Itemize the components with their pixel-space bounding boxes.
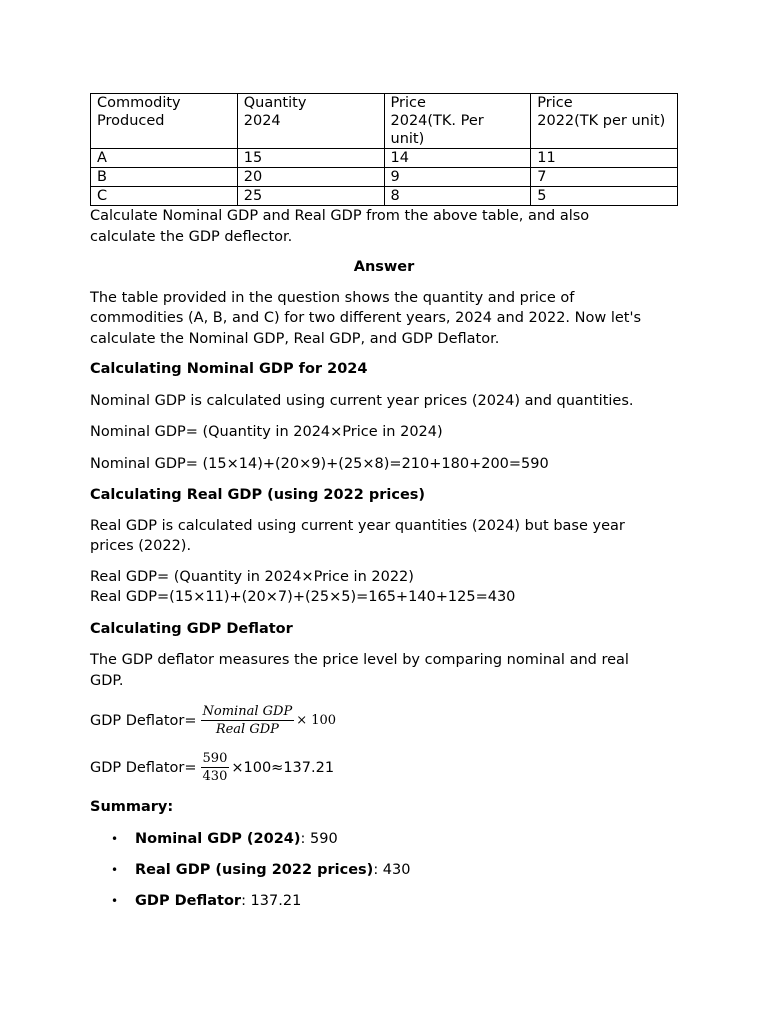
header-quantity: Quantity 2024 xyxy=(237,94,384,149)
list-item xyxy=(90,891,678,911)
question-text: Calculate Nominal GDP and Real GDP from the above table, and also calculate the GDP deflector. xyxy=(90,208,590,245)
calc-denominator: 430 xyxy=(202,769,228,784)
bullet-icon: • xyxy=(111,862,119,877)
real-description: Real GDP is calculated using current year quantities (2024) but base year prices (2022). xyxy=(90,517,625,554)
header-price-2024: Price 2024(TK. Per unit) xyxy=(384,94,531,149)
times-hundred: × 100 xyxy=(296,713,337,728)
document-page xyxy=(90,93,678,911)
header-price-2022: Price 2022(TK per unit) xyxy=(531,94,678,149)
nominal-description: Nominal GDP is calculated using current year prices (2024) and quantities. xyxy=(90,392,634,409)
cell-price-2022: 5 xyxy=(531,187,678,206)
list-item xyxy=(90,829,678,849)
header-commodity: Commodity Produced xyxy=(91,94,238,149)
deflator-description: The GDP deflator measures the price level by comparing nominal and real GDP. xyxy=(90,652,629,689)
table-row xyxy=(91,187,678,206)
summary-label: Real GDP (using 2022 prices) xyxy=(135,861,374,878)
deflator-calculation xyxy=(90,750,678,785)
deflator-fraction xyxy=(201,703,295,738)
summary-value: : 137.21 xyxy=(241,892,302,909)
cell-commodity: A xyxy=(91,149,238,168)
bullet-icon: • xyxy=(111,831,119,846)
table-header-row xyxy=(91,94,678,149)
real-calculation: Real GDP=(15×11)+(20×7)+(25×5)=165+140+125=430 xyxy=(90,589,516,605)
summary-list xyxy=(90,829,678,911)
summary-heading: Summary: xyxy=(90,799,174,815)
summary-label: Nominal GDP (2024) xyxy=(135,830,301,847)
fraction-denominator: Real GDP xyxy=(215,722,279,737)
summary-value: : 590 xyxy=(300,830,338,847)
intro-paragraph: The table provided in the question shows the quantity and price of commodities (A, B, and C) for two different years, 2024 and 2022. Now let's calculate the Nominal GDP, Real GDP, and GDP Deflator. xyxy=(90,289,641,347)
bullet-icon: • xyxy=(111,893,119,908)
deflator-heading: Calculating GDP Deflator xyxy=(90,620,293,637)
nominal-heading: Calculating Nominal GDP for 2024 xyxy=(90,361,368,377)
cell-price-2024: 8 xyxy=(384,187,531,206)
summary-label: GDP Deflator xyxy=(135,892,242,909)
cell-quantity: 15 xyxy=(237,149,384,168)
fraction-numerator: Nominal GDP xyxy=(202,704,293,719)
calc-numerator: 590 xyxy=(202,751,228,766)
deflator-calc-label: GDP Deflator= xyxy=(90,759,197,776)
summary-value: : 430 xyxy=(373,861,411,878)
table-row xyxy=(91,168,678,187)
answer-heading: Answer xyxy=(353,259,415,275)
cell-commodity: B xyxy=(91,168,238,187)
deflator-formula xyxy=(90,703,678,738)
real-formulas xyxy=(90,567,678,608)
cell-price-2024: 9 xyxy=(384,168,531,187)
real-heading: Calculating Real GDP (using 2022 prices) xyxy=(90,487,426,503)
real-formula: Real GDP= (Quantity in 2024×Price in 2022) xyxy=(90,568,414,585)
list-item xyxy=(90,860,678,880)
cell-price-2024: 14 xyxy=(384,149,531,168)
deflator-calc-result: ×100≈137.21 xyxy=(231,759,335,776)
nominal-formula: Nominal GDP= (Quantity in 2024×Price in 2024) xyxy=(90,424,443,440)
nominal-calculation: Nominal GDP= (15×14)+(20×9)+(25×8)=210+180+200=590 xyxy=(90,455,549,472)
cell-quantity: 20 xyxy=(237,168,384,187)
commodity-table xyxy=(90,93,678,206)
table-row xyxy=(91,149,678,168)
deflator-label: GDP Deflator= xyxy=(90,712,197,729)
cell-commodity: C xyxy=(91,187,238,206)
cell-price-2022: 11 xyxy=(531,149,678,168)
cell-quantity: 25 xyxy=(237,187,384,206)
cell-price-2022: 7 xyxy=(531,168,678,187)
deflator-calc-fraction xyxy=(201,750,230,785)
